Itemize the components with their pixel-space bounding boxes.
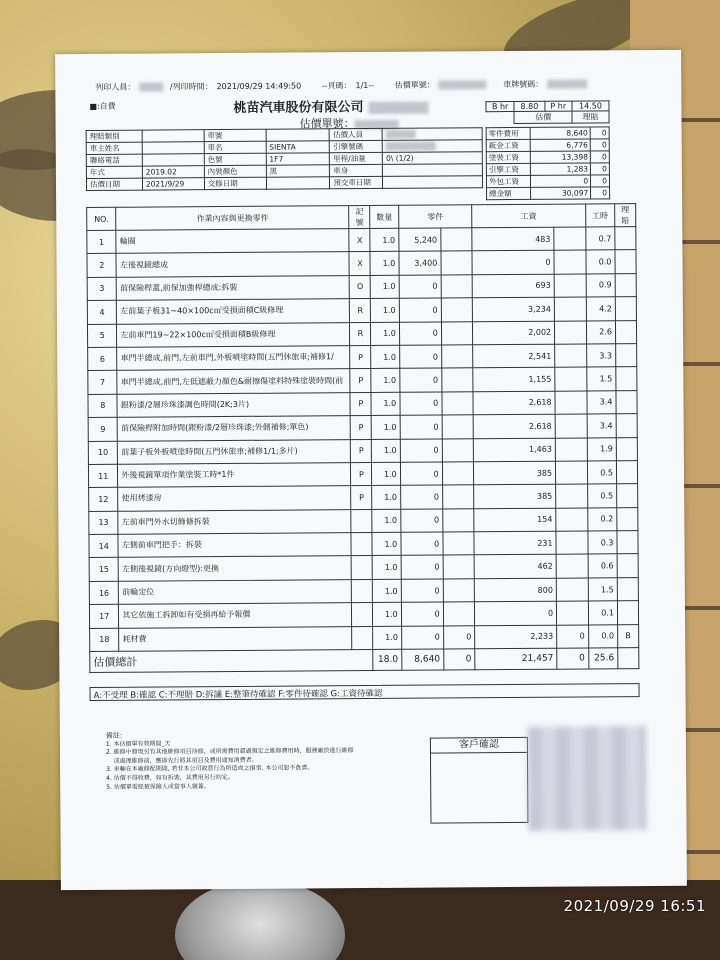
item-mark (351, 509, 372, 533)
item-labor-est: 0 (475, 601, 557, 625)
redacted-engine (386, 142, 436, 151)
item-qty: 1.0 (370, 275, 399, 299)
item-desc: 前葉子板外板噴塗時間(五門休旅車;補修1/1;多片) (118, 439, 351, 464)
item-desc: 前保險桿附加時間(銀粉漆/2層珍珠漆;外側補修;單色) (118, 416, 351, 441)
item-part-claim (441, 228, 473, 252)
item-no: 16 (89, 581, 119, 605)
summary-estimate: 0 (530, 175, 590, 187)
item-labor-claim (554, 227, 586, 251)
item-claim (617, 577, 638, 601)
item-labor-claim (554, 297, 586, 321)
item-labor-claim (556, 508, 588, 532)
item-part-claim (442, 462, 474, 486)
summary-estimate: 30,097 (531, 187, 591, 199)
item-hours: 1.5 (586, 367, 616, 391)
col-claim: 理賠 (615, 204, 636, 227)
item-part-est: 0 (400, 485, 442, 509)
item-qty: 1.0 (371, 392, 400, 416)
item-qty: 1.0 (372, 486, 401, 510)
item-part-est: 0 (401, 602, 443, 626)
item-labor-claim (555, 367, 587, 391)
item-no: 6 (88, 347, 118, 371)
customer-confirm-title: 客戶確認 (430, 737, 528, 754)
item-labor-est: 1,463 (473, 438, 555, 462)
plate-label: 車號 (204, 129, 266, 141)
total-qty: 18.0 (373, 649, 402, 670)
ownership-type: ■:自費 (89, 101, 116, 111)
year-value: 2019.02 (142, 166, 204, 178)
engine-label: 引擎號碼 (330, 140, 383, 152)
item-hours: 0.0 (588, 624, 618, 648)
item-no: 2 (87, 254, 117, 278)
item-claim (615, 273, 636, 297)
item-part-claim (441, 345, 473, 369)
item-labor-claim (555, 438, 587, 462)
item-qty: 1.0 (373, 579, 402, 603)
item-hours: 3.4 (587, 414, 617, 438)
item-qty: 1.0 (372, 556, 401, 580)
item-mark: X (349, 252, 370, 276)
item-labor-claim (556, 578, 588, 602)
item-mark: O (350, 275, 371, 299)
item-labor-claim (556, 601, 588, 625)
item-labor-est: 800 (474, 578, 556, 602)
item-qty: 1.0 (370, 228, 399, 252)
item-claim (616, 437, 637, 461)
item-hours: 3.4 (586, 391, 616, 415)
item-hours: 0.0 (586, 250, 616, 274)
item-labor-est: 1,155 (473, 368, 555, 392)
estimate-title: 估價單號： (300, 115, 399, 132)
summary-label: 塗裝工資 (486, 151, 530, 163)
summary-claim: 0 (591, 175, 610, 187)
claim-type-label: 理賠類別 (86, 130, 142, 142)
item-hours: 0.5 (587, 484, 617, 508)
owner-label: 車主姓名 (86, 142, 142, 154)
item-mark (351, 533, 372, 557)
item-no: 17 (89, 605, 119, 629)
item-mark: P (350, 369, 371, 393)
item-part-est: 0 (400, 415, 442, 439)
item-labor-est: 2,618 (473, 414, 555, 438)
item-desc: 使用烤漆房 (118, 486, 351, 511)
item-labor-est: 2,233 (475, 625, 557, 649)
total-hours: 25.6 (588, 648, 618, 669)
item-no: 4 (87, 300, 117, 324)
item-claim (615, 227, 636, 251)
summary-col-estimate: 估價 (514, 111, 572, 123)
item-desc: 耗材費 (119, 626, 352, 651)
item-no: 3 (87, 277, 117, 301)
item-labor-claim (554, 274, 586, 298)
model-label: 車名 (204, 141, 266, 153)
print-time: 2021/09/29 14:49:50 (216, 81, 302, 92)
item-labor-est: 693 (472, 274, 554, 298)
item-no: 13 (89, 511, 119, 535)
item-part-claim (441, 321, 473, 345)
item-labor-claim (555, 321, 587, 345)
item-claim: B (618, 624, 639, 648)
summary-claim: 0 (590, 139, 609, 151)
item-labor-est: 3,234 (473, 297, 555, 321)
item-claim (615, 250, 636, 274)
item-hours: 4.2 (586, 297, 616, 321)
item-part-claim (443, 555, 475, 579)
item-claim (616, 344, 637, 368)
print-person-label: 列印人員： (95, 82, 136, 92)
item-no: 1 (87, 230, 117, 254)
item-part-claim (442, 508, 474, 532)
item-claim (616, 461, 637, 485)
item-part-claim (442, 368, 474, 392)
item-no: 11 (88, 464, 118, 488)
item-desc: 銀粉漆/2層珍珠漆調色時間(2K;3片) (117, 392, 350, 417)
item-claim (617, 531, 638, 555)
body-label: 車身 (330, 164, 383, 176)
item-desc: 左側前車門把手：拆裝 (118, 533, 351, 558)
item-desc: 其它依施工拆卸如有受損再給予報價 (119, 603, 352, 628)
item-desc: 車門半總成,前門,左低遮蔽力顏色&耐擦傷塗料特殊塗裝時間(前 (117, 369, 350, 394)
item-mark: P (350, 392, 371, 416)
col-no: NO. (87, 207, 117, 230)
summary-label: 外包工資 (486, 175, 530, 187)
redacted-estimator (386, 130, 416, 139)
item-desc: 左前葉子板31~40×100c㎡受損面積C級修理 (117, 299, 350, 324)
photo-timestamp: 2021/09/29 16:51 (563, 897, 706, 915)
item-qty: 1.0 (372, 509, 401, 533)
est-delivery-label: 預交車日期 (330, 176, 383, 188)
item-desc: 車門半總成,前門,左前車門,外板噴塗時間(五門休旅車;補修1/ (117, 346, 350, 371)
page-label: --頁碼： (321, 81, 352, 91)
item-hours: 2.6 (586, 320, 616, 344)
item-claim (616, 390, 637, 414)
col-parts: 零件 (398, 205, 472, 229)
p-hr-label: P hr (544, 101, 572, 111)
summary-estimate: 13,398 (530, 151, 590, 163)
item-claim (617, 601, 638, 625)
item-labor-est: 385 (474, 485, 556, 509)
item-part-est: 0 (400, 439, 442, 463)
print-header (95, 78, 591, 92)
note-line: 或處理維修前，應即先行將其項目及費用通知消費者。 (106, 756, 258, 765)
total-part-est: 8,640 (401, 649, 443, 670)
item-labor-claim (555, 414, 587, 438)
item-desc: 左前車門外水切飾條拆裝 (118, 509, 351, 534)
summary-row (486, 151, 609, 164)
summary-row (486, 127, 609, 140)
year-label: 年式 (86, 166, 142, 178)
summary-label: 鈑金工資 (486, 139, 530, 151)
summary-estimate: 8,640 (530, 127, 590, 139)
summary-row (486, 139, 609, 152)
item-hours: 0.1 (588, 601, 618, 625)
note-line: 4. 估價不得收費，如有拆裝，其費用另行約定。 (106, 773, 234, 782)
item-part-est: 0 (399, 322, 441, 346)
summary-label: 總金額 (487, 187, 531, 199)
item-claim (617, 507, 638, 531)
interior-value: 黑 (266, 165, 330, 177)
item-no: 8 (88, 394, 118, 418)
item-claim (617, 484, 638, 508)
item-labor-est: 154 (474, 508, 556, 532)
page-value: 1/1-- (355, 80, 375, 91)
item-part-est: 0 (400, 368, 442, 392)
item-desc: 左後視鏡總成 (116, 252, 349, 277)
item-hours: 0.6 (588, 554, 618, 578)
item-mark (352, 579, 373, 603)
date-value: 2021/9/29 (142, 178, 204, 190)
summary-row (486, 163, 609, 176)
summary-estimate: 1,283 (530, 163, 590, 175)
item-claim (615, 320, 636, 344)
summary-label: 引擎工資 (486, 163, 530, 175)
mileage-label: 里程/油量 (330, 152, 383, 164)
item-qty: 1.0 (372, 532, 401, 556)
col-mark: 記號 (349, 206, 370, 229)
item-labor-est: 462 (474, 555, 556, 579)
note-line: 5. 估價單需經被保險人或當事人親簽。 (106, 782, 210, 791)
plate-no-label: 車牌號碼： (503, 79, 544, 90)
item-desc: 前保險桿蓋,前保加強桿總成:拆裝 (117, 275, 350, 300)
summary-row (487, 187, 610, 200)
item-labor-est: 0 (472, 251, 554, 275)
company-name: 桃苗汽車股份有限公司 (233, 96, 428, 116)
summary-row (486, 175, 609, 188)
item-labor-est: 2,002 (473, 321, 555, 345)
item-part-claim (442, 392, 474, 416)
item-mark: P (350, 345, 371, 369)
item-mark: P (351, 462, 372, 486)
delivery-label: 交修日期 (204, 177, 266, 189)
item-part-est: 0 (399, 275, 441, 299)
item-part-est: 0 (401, 509, 443, 533)
phone-label: 聯絡電話 (86, 154, 142, 166)
item-claim (615, 297, 636, 321)
col-hours: 工時 (585, 204, 615, 227)
item-labor-claim (556, 461, 588, 485)
estimator-label: 估價人員 (329, 128, 382, 140)
item-labor-claim (556, 554, 588, 578)
item-labor-est: 2,618 (473, 391, 555, 415)
summary-col-claim: 理賠 (572, 111, 609, 123)
item-mark: X (349, 228, 370, 252)
summary-label: 零件費用 (486, 127, 530, 139)
item-qty: 1.0 (371, 322, 400, 346)
item-part-claim (442, 485, 474, 509)
item-claim (617, 554, 638, 578)
item-labor-claim (555, 391, 587, 415)
item-part-claim (441, 275, 473, 299)
item-qty: 1.0 (371, 345, 400, 369)
item-mark: P (351, 439, 372, 463)
item-labor-est: 483 (472, 227, 554, 251)
item-no: 5 (87, 324, 117, 348)
item-labor-claim (555, 344, 587, 368)
notes-title: 備註: (105, 731, 123, 740)
summary-claim: 0 (590, 151, 609, 163)
b-hr-label: B hr (486, 101, 514, 111)
item-labor-est: 385 (474, 461, 556, 485)
item-labor-est: 2,541 (473, 344, 555, 368)
item-mark: R (350, 299, 371, 323)
item-claim (616, 367, 637, 391)
item-labor-claim (554, 250, 586, 274)
item-desc: 左側後視鏡(方向燈型):更換 (118, 556, 351, 581)
background-floor (0, 880, 720, 960)
item-part-est: 0 (399, 345, 441, 369)
item-qty: 1.0 (373, 626, 402, 650)
item-mark: P (350, 416, 371, 440)
summary-estimate: 6,776 (530, 139, 590, 151)
item-no: 15 (89, 558, 119, 582)
interior-label: 內裝顏色 (204, 165, 266, 177)
item-labor-claim: 0 (557, 625, 589, 649)
item-desc: 外後視鏡單項作業塗裝工時*1件 (118, 463, 351, 488)
cost-summary-table (486, 126, 611, 200)
item-mark (352, 626, 373, 650)
items-table (86, 203, 639, 673)
item-qty: 1.0 (371, 369, 400, 393)
item-part-claim (443, 602, 475, 626)
redacted-estimate-no (439, 80, 487, 89)
item-no: 12 (89, 488, 119, 512)
redacted-branch (368, 101, 428, 113)
summary-claim: 0 (591, 163, 610, 175)
redacted-print-person (139, 82, 163, 91)
total-labor-claim: 0 (557, 648, 589, 669)
item-part-est: 5,240 (399, 228, 441, 252)
redacted-plate-no (547, 79, 587, 88)
item-no: 9 (88, 417, 118, 441)
item-no: 14 (89, 534, 119, 558)
total-labor-est: 21,457 (475, 648, 557, 670)
item-part-est: 0 (401, 579, 443, 603)
item-hours: 0.5 (587, 461, 617, 485)
mileage-value: 0\ (1/2) (383, 152, 483, 165)
item-claim (616, 414, 637, 438)
item-part-est: 0 (399, 298, 441, 322)
item-no: 7 (88, 371, 118, 395)
item-part-claim (442, 415, 474, 439)
estimate-sheet (55, 50, 687, 890)
summary-claim: 0 (591, 187, 610, 199)
status-legend: A:不受理 B:確認 C:不理賠 D:拆議 E:整筆待確認 F:零件待確認 G:工資待確認 (90, 683, 640, 701)
col-qty: 數量 (370, 205, 399, 228)
item-mark: P (351, 486, 372, 510)
item-hours: 1.9 (587, 437, 617, 461)
item-hours: 0.7 (585, 227, 615, 251)
col-labor: 工資 (472, 204, 586, 228)
item-labor-claim (556, 484, 588, 508)
notes (106, 730, 354, 792)
item-part-claim (441, 251, 473, 275)
print-time-label: /列印時間： (169, 82, 213, 92)
item-mark (351, 556, 372, 580)
item-part-est: 0 (401, 626, 443, 650)
item-part-claim (442, 438, 474, 462)
summary-claim: 0 (590, 127, 609, 139)
date-label: 估價日期 (86, 178, 142, 190)
item-no: 18 (90, 628, 120, 652)
item-desc: 輪圈 (116, 229, 349, 254)
item-part-est: 3,400 (399, 251, 441, 275)
color-value: 1F7 (266, 153, 330, 165)
estimate-no-label: 估價單號： (394, 80, 435, 90)
item-hours: 0.3 (587, 531, 617, 555)
item-part-claim (441, 298, 473, 322)
item-qty: 1.0 (372, 439, 401, 463)
item-qty: 1.0 (372, 462, 401, 486)
item-hours: 0.2 (587, 507, 617, 531)
item-part-claim (443, 579, 475, 603)
total-part-claim: 0 (443, 649, 475, 670)
redacted-signature (528, 726, 647, 831)
item-qty: 1.0 (373, 603, 402, 627)
item-part-est: 0 (401, 555, 443, 579)
note-line: 2. 維修中發現另有其他維修項目待修，或所需費用超過預定之維修費用時，服務廠於進行維修 (105, 747, 354, 757)
hours-box (485, 100, 609, 124)
item-qty: 1.0 (371, 415, 400, 439)
model-value: SIENTA (266, 141, 330, 153)
item-labor-est: 231 (474, 531, 556, 555)
item-qty: 1.0 (371, 298, 400, 322)
item-labor-claim (556, 531, 588, 555)
note-line: 3. 車輛在本廠修配期間, 若非本公司故意行為所造成之損事, 本公司恕不負責。 (106, 764, 314, 774)
item-part-est: 0 (400, 462, 442, 486)
item-mark (352, 603, 373, 627)
note-line: 1. 本估價單有效期間_天 (105, 739, 171, 748)
item-hours: 0.9 (586, 274, 616, 298)
item-desc: 左前車門19~22×100c㎡受損面積B級修理 (117, 322, 350, 347)
item-desc: 前輪定位 (119, 579, 352, 604)
item-no: 10 (88, 441, 118, 465)
item-part-claim: 0 (443, 625, 475, 649)
item-hours: 3.3 (586, 344, 616, 368)
item-part-est: 0 (401, 532, 443, 556)
vehicle-info-table (86, 127, 483, 191)
item-part-claim (443, 532, 475, 556)
p-hr-value: 14.50 (572, 101, 609, 111)
total-row (90, 648, 639, 673)
item-qty: 1.0 (370, 252, 399, 276)
col-desc: 作業內容與更換零件 (116, 206, 349, 231)
total-label: 估價總計 (90, 650, 373, 673)
item-hours: 1.5 (588, 578, 618, 602)
b-hr-value: 8.80 (514, 101, 544, 111)
item-mark: R (350, 322, 371, 346)
item-part-est: 0 (400, 392, 442, 416)
color-label: 色號 (204, 153, 266, 165)
